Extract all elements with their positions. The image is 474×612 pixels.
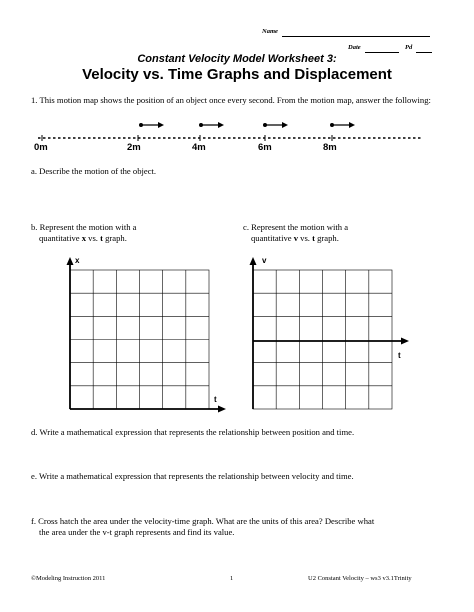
vt-grid (253, 270, 392, 409)
xt-x-axis-label: t (214, 395, 217, 404)
question-e: e. Write a mathematical expression that represents the relationship between velocity and time. (31, 471, 354, 481)
vt-graph[interactable] (243, 255, 413, 420)
question-1 (31, 95, 443, 106)
question-b (31, 222, 137, 244)
question-1-text: This motion map shows the position of an object once every second. From the motion map, answer the following: (39, 95, 431, 105)
question-d: d. Write a mathematical expression that represents the relationship between position and time. (31, 427, 355, 437)
xt-graph[interactable] (60, 255, 230, 420)
question-c-line2: quantitative v vs. t graph. (251, 233, 339, 243)
xt-axes (67, 257, 227, 413)
motion-arrow (199, 122, 224, 128)
xt-y-axis-label: x (75, 256, 80, 265)
motion-map-label-8m: 8m (323, 142, 337, 153)
xt-x-arrow (218, 406, 226, 413)
vt-axes (250, 257, 410, 409)
motion-arrow (139, 122, 164, 128)
question-b-line2: quantitative x vs. t graph. (39, 233, 127, 243)
date-label: Date (348, 44, 361, 51)
name-field[interactable] (282, 36, 430, 37)
worksheet-subtitle: Constant Velocity Model Worksheet 3: (137, 53, 337, 65)
question-f (31, 516, 374, 538)
vt-y-arrow (250, 257, 257, 265)
vt-x-arrow (401, 338, 409, 345)
name-label: Name (262, 28, 278, 35)
motion-map (38, 114, 438, 156)
footer-page-number: 1 (230, 575, 234, 582)
motion-map-label-4m: 4m (192, 142, 206, 153)
motion-arrow (330, 122, 355, 128)
motion-map-label-2m: 2m (127, 142, 141, 153)
question-f-line2: the area under the v-t graph represents and find its value. (39, 527, 235, 537)
pd-label: Pd (405, 44, 413, 51)
question-b-line1: b. Represent the motion with a (31, 222, 137, 232)
motion-map-label-0m: 0m (34, 142, 48, 153)
xt-grid (70, 270, 209, 409)
question-1-number: 1. (31, 95, 38, 105)
motion-map-label-6m: 6m (258, 142, 272, 153)
vt-x-axis-label: t (398, 351, 401, 360)
question-c (243, 222, 348, 244)
footer-right: U2 Constant Velocity – ws3 v3.1Trinity (308, 575, 412, 582)
xt-y-arrow (67, 257, 74, 265)
question-f-line1: f. Cross hatch the area under the velocity-time graph. What are the units of this area? Describe what (31, 516, 375, 526)
question-a: a. Describe the motion of the object. (31, 166, 157, 176)
page-title: Velocity vs. Time Graphs and Displacement (82, 66, 392, 83)
vt-y-axis-label: v (262, 256, 267, 265)
motion-map-arrows (139, 122, 355, 128)
footer-left: ©Modeling Instruction 2011 (31, 575, 106, 582)
motion-arrow (263, 122, 288, 128)
question-c-line1: c. Represent the motion with a (243, 222, 349, 232)
